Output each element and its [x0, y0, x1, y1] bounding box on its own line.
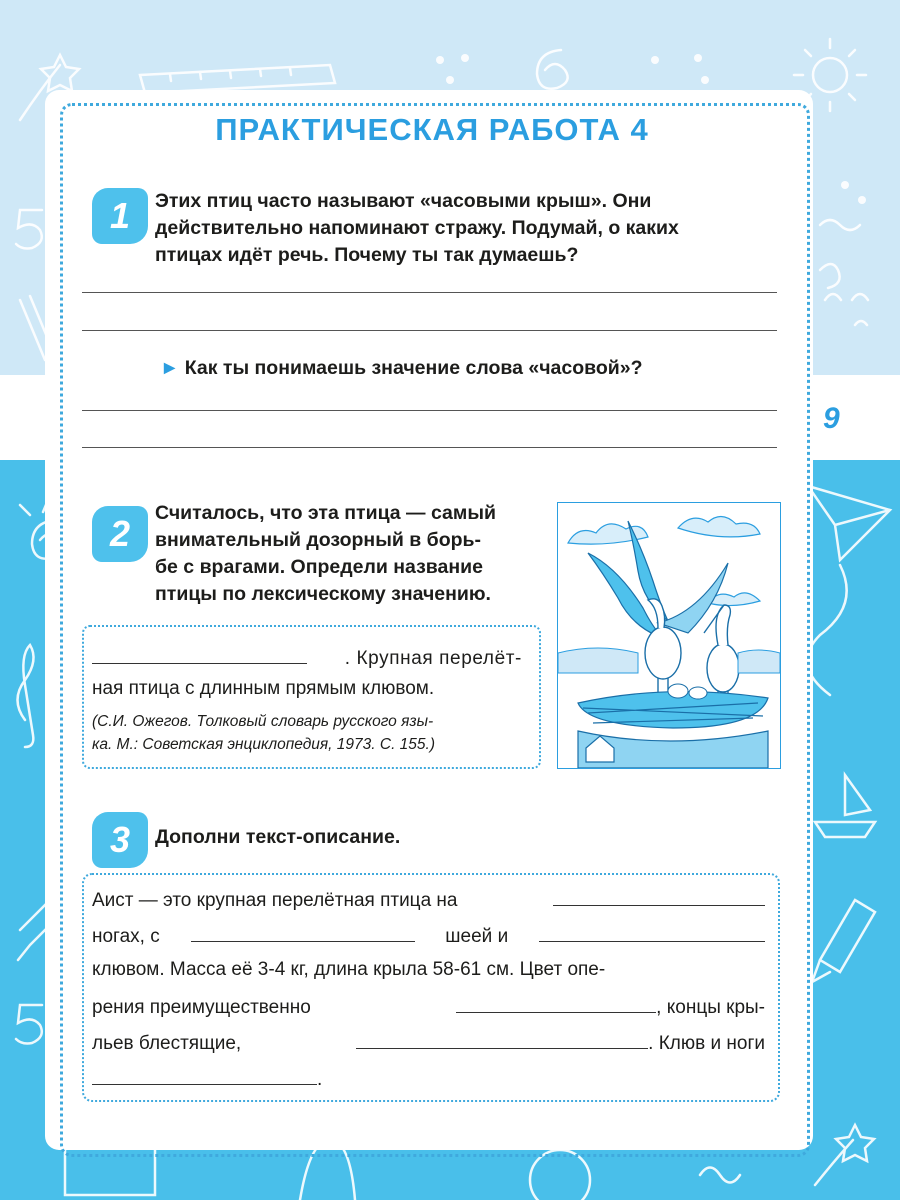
triangle-bullet-icon: ► — [160, 357, 180, 379]
description-line — [92, 994, 765, 1019]
storks-image — [558, 503, 780, 768]
answer-blank[interactable] — [553, 887, 765, 906]
dictionary-definition — [92, 644, 522, 704]
description-text: ногах, с — [92, 926, 160, 947]
task-1-text — [155, 188, 778, 269]
page-title: ПРАКТИЧЕСКАЯ РАБОТА 4 — [215, 112, 649, 147]
task-2-line: Считалось, что эта птица — самый — [155, 502, 496, 524]
description-text: . — [317, 1069, 323, 1090]
description-line — [92, 1066, 765, 1091]
definition-text: . Крупная перелёт- — [344, 648, 522, 669]
answer-line[interactable] — [82, 410, 777, 411]
dictionary-source — [92, 710, 522, 756]
description-line — [92, 1030, 765, 1055]
description-text: рения преимущественно — [92, 997, 311, 1018]
description-line — [92, 959, 765, 981]
task-2-number-badge: 2 — [92, 506, 148, 562]
source-line: ка. М.: Советская энциклопедия, 1973. С. 155.) — [92, 736, 436, 753]
answer-blank[interactable] — [539, 923, 765, 942]
answer-blank[interactable] — [92, 645, 307, 664]
task-3-instruction: Дополни текст-описание. — [155, 826, 401, 848]
task-2-line: бе с врагами. Определи название — [155, 556, 483, 578]
task-2-line: птицы по лексическому значению. — [155, 583, 491, 605]
task-2-text — [155, 500, 538, 608]
answer-blank[interactable] — [92, 1066, 317, 1085]
stork-nest-illustration — [557, 502, 781, 769]
description-text: шеей и — [445, 926, 509, 947]
description-text: клювом. Масса её 3-4 кг, длина крыла 58-61 см. Цвет опе- — [92, 959, 606, 980]
description-text: льев блестящие, — [92, 1033, 242, 1054]
answer-line[interactable] — [82, 292, 777, 293]
description-text: Аист — это крупная перелётная птица на — [92, 890, 458, 911]
task-1-line: Этих птиц часто называют «часовыми крыш». Они — [155, 190, 652, 212]
blank-group — [356, 1030, 765, 1055]
description-line — [92, 923, 765, 948]
task-1-question-text: Как ты понимаешь значение слова «часовой»? — [184, 357, 643, 379]
blank-group — [456, 994, 765, 1019]
task-1-number-badge: 1 — [92, 188, 148, 244]
description-text: , концы кры- — [656, 997, 765, 1018]
task-1-line: птицах идёт речь. Почему ты так думаешь? — [155, 244, 579, 266]
task-2-line: внимательный дозорный в борь- — [155, 529, 482, 551]
source-line: (С.И. Ожегов. Толковый словарь русского язы- — [92, 713, 434, 730]
answer-blank[interactable] — [356, 1030, 648, 1049]
answer-blank[interactable] — [191, 923, 415, 942]
definition-text: ная птица с длинным прямым клювом. — [92, 678, 435, 699]
description-text: . Клюв и ноги — [648, 1033, 765, 1054]
task-1-question — [160, 355, 643, 382]
answer-line[interactable] — [82, 447, 777, 448]
task-1-line: действительно напоминают стражу. Подумай, о каких — [155, 217, 679, 239]
description-line — [92, 887, 765, 912]
page-number: 9 — [823, 402, 840, 435]
answer-blank[interactable] — [456, 994, 656, 1013]
task-3-number-badge: 3 — [92, 812, 148, 868]
answer-line[interactable] — [82, 330, 777, 331]
